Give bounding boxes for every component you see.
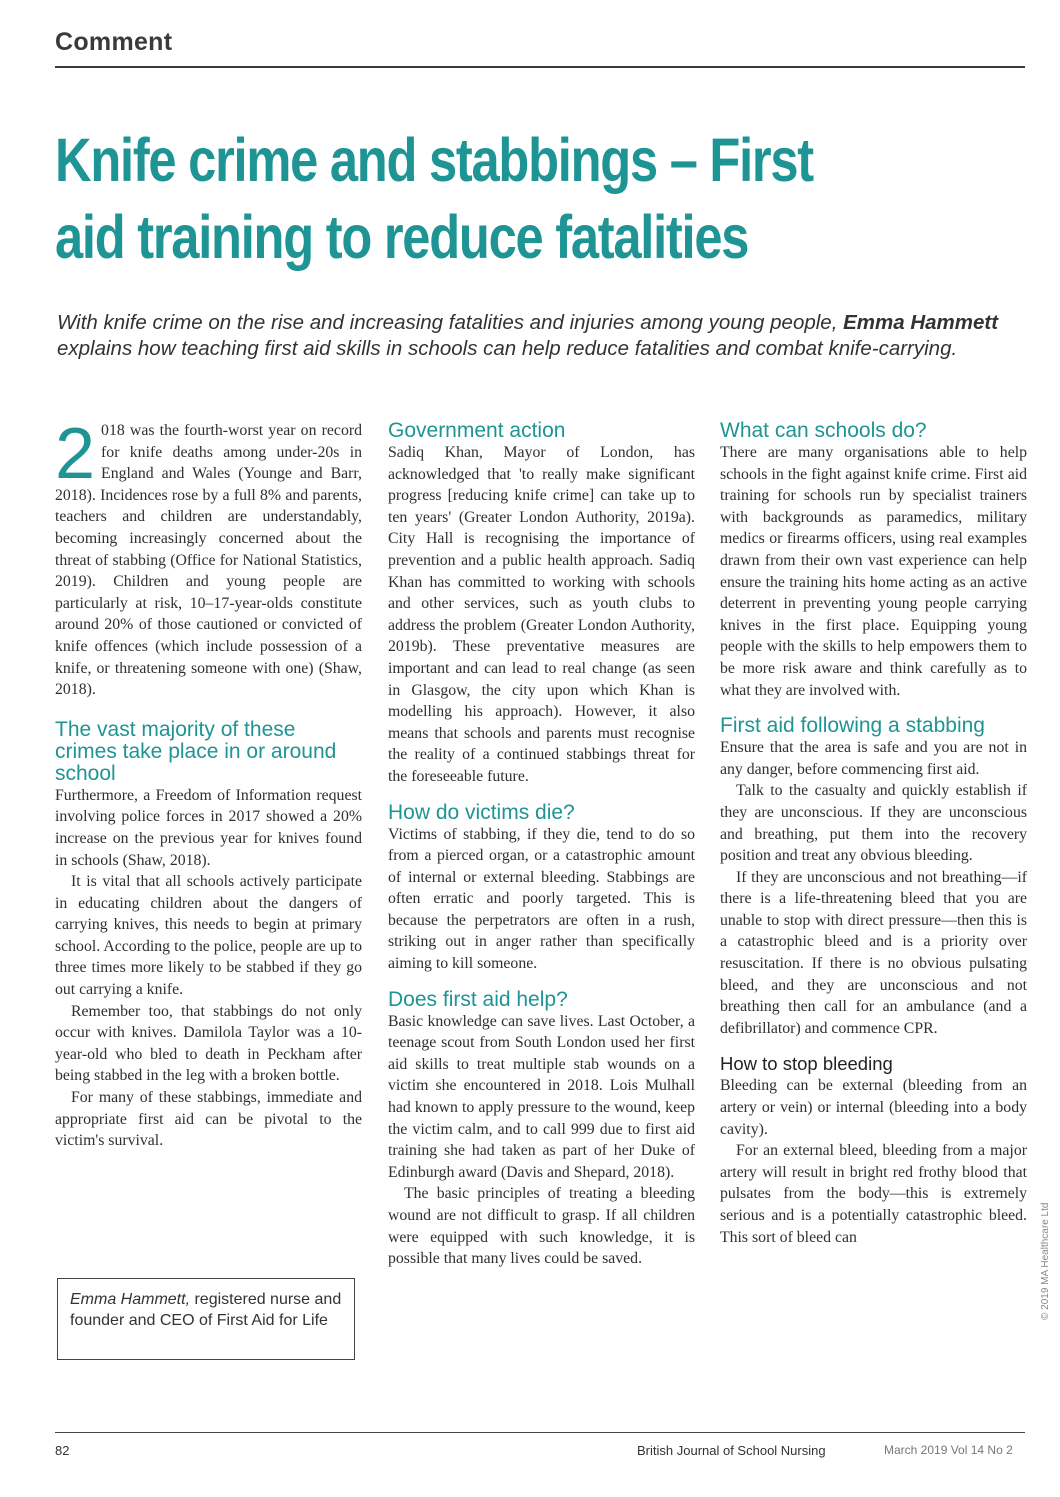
paragraph: Bleeding can be external (bleeding from an artery or vein) or internal (bleeding into a body cavity). xyxy=(720,1077,1027,1138)
bio-text: registered nurse and founder and CEO of First Aid for Life xyxy=(70,1291,342,1329)
paragraph-text: 018 was the fourth-worst year on record for knife deaths among under-20s in England and Wales (Younge and Barr, 2018). Incidences rose by a full 8% and parents, teachers and children are understandably, becoming increasingly concerned about the threat of stabbing (Office for National Statistics, 2019). Children and young people are particularly at risk, 10–17-year-olds constitute around 20% of those cautioned or convicted of knife offences (which include possession of a knife, or threatening someone with one) (Shaw, 2018). xyxy=(55,422,362,699)
paragraph: The basic principles of treating a bleeding wound are not difficult to grasp. If all children were equipped with such knowledge, it is possible that many lives could be saved. xyxy=(388,1185,695,1268)
paragraph: Sadiq Khan, Mayor of London, has acknowledged that 'to really make significant progress [reducing knife crime] can take up to ten years' (Greater London Authority, 2019a). City Hall is recognising the importance of prevention and a public health approach. Sadiq Khan has committed to working with schools and other services, such as youth clubs to address the problem (Greater London Authority, 2019b). These preventative measures are important and can lead to real change (as seen in Glasgow, the city upon which Khan is modelling his approach). However, it also means that schools and parents must recognise the reality of a continued stabbings threat for the foreseeable future. xyxy=(388,444,695,785)
standfirst-text-end: explains how teaching first aid skills in schools can help reduce fatalities and combat knife-carrying. xyxy=(57,337,958,360)
subheading: How do victims die? xyxy=(388,800,575,824)
subheading: First aid following a stabbing xyxy=(720,714,985,738)
drop-cap: 2 xyxy=(55,414,96,494)
paragraph: Basic knowledge can save lives. Last October, a teenage scout from South London used her first aid skills to treat multiple stab wounds on a victim she encountered in 2018. Lois Mulhall had known to apply pressure to the wound, keep the victim calm, and to call 999 due to first aid training she had taken as part of her Duke of Edinburgh award (Davis and Shepard, 2018). xyxy=(388,1012,695,1181)
standfirst-text: With knife crime on the rise and increasing fatalities and injuries among young people, xyxy=(57,311,844,334)
subheading: What can schools do? xyxy=(720,419,927,442)
paragraph: Furthermore, a Freedom of Information request involving police forces in 2017 showed a 20% increase on the previous year for knives found in schools (Shaw, 2018). xyxy=(55,786,362,869)
journal-name: British Journal of School Nursing xyxy=(637,1443,826,1458)
author-bio-box xyxy=(57,1278,355,1360)
issue-info: March 2019 Vol 14 No 2 xyxy=(884,1443,1013,1457)
subheading: Does first aid help? xyxy=(388,987,568,1011)
paragraph: Remember too, that stabbings do not only occur with knives. Damilola Taylor was a 10-year-old who bled to death in Peckham after being stabbed in the leg with a broken bottle. xyxy=(55,1002,362,1085)
paragraph: For many of these stabbings, immediate and appropriate first aid can be pivotal to the victim's survival. xyxy=(55,1089,362,1150)
subheading: Government action xyxy=(388,419,566,442)
paragraph: If they are unconscious and not breathing—if there is a life-threatening bleed that you are unable to stop with direct pressure—then this is a catastrophic bleed and is a priority over resuscitation. If there is no obvious pulsating bleed, and they are unconscious and not breathing then call for an ambulance (and a defibrillator) and commence CPR. xyxy=(720,868,1027,1037)
headline-line-2: aid training to reduce fatalities xyxy=(55,203,749,271)
column-2 xyxy=(388,420,695,1270)
top-rule xyxy=(55,66,1025,68)
paragraph: There are many organisations able to help schools in the fight against knife crime. First aid training for schools run by specialist trainers with backgrounds as paramedics, military medics or firearms officers, using real examples drawn from their own vast experience can help ensure the training hits home acting as an active deterrent in preventing young people carrying knives in the first place. Equipping young people with the skills to help empowers them to be more risk aware and think carefully as to what they are involved with. xyxy=(720,444,1027,699)
paragraph xyxy=(55,414,362,701)
paragraph: Victims of stabbing, if they die, tend to do so from a pierced organ, or a catastrophic amount of internal or external bleeding. Stabbings are often erratic and poorly targeted. This is because the perpetrators are often in a rush, striking out in anger rather than specifically aiming to kill someone. xyxy=(388,825,695,973)
paragraph: For an external bleed, bleeding from a major artery will result in bright red frothy blood that pulsates from the body—this is extremely serious and is a potentially catastrophic bleed. This sort of bleed can xyxy=(720,1142,1027,1246)
headline-line-1: Knife crime and stabbings – First xyxy=(55,126,813,194)
paragraph: It is vital that all schools actively participate in educating children about the dangers of carrying knives, this needs to begin at primary school. According to the police, people are up to three times more likely to be stabbed if they go out carrying a knife. xyxy=(55,873,362,999)
subheading: The vast majority of these crimes take place in or around school xyxy=(55,717,337,785)
footer-rule xyxy=(55,1432,1025,1433)
subheading: How to stop bleeding xyxy=(720,1053,893,1075)
bio-author-name: Emma Hammett, xyxy=(70,1291,191,1308)
column-1 xyxy=(55,414,362,1152)
standfirst xyxy=(57,310,1022,362)
copyright-notice: © 2019 MA Healthcare Ltd xyxy=(1040,1202,1051,1320)
section-label: Comment xyxy=(55,28,173,56)
page-number: 82 xyxy=(55,1443,70,1458)
paragraph: Ensure that the area is safe and you are not in any danger, before commencing first aid. xyxy=(720,739,1027,778)
paragraph: Talk to the casualty and quickly establish if they are unconscious. If they are unconscious and breathing, put them into the recovery position and treat any obvious bleeding. xyxy=(720,782,1027,865)
article-headline xyxy=(55,122,877,276)
standfirst-author: Emma Hammett xyxy=(843,311,999,334)
column-3 xyxy=(720,420,1027,1248)
